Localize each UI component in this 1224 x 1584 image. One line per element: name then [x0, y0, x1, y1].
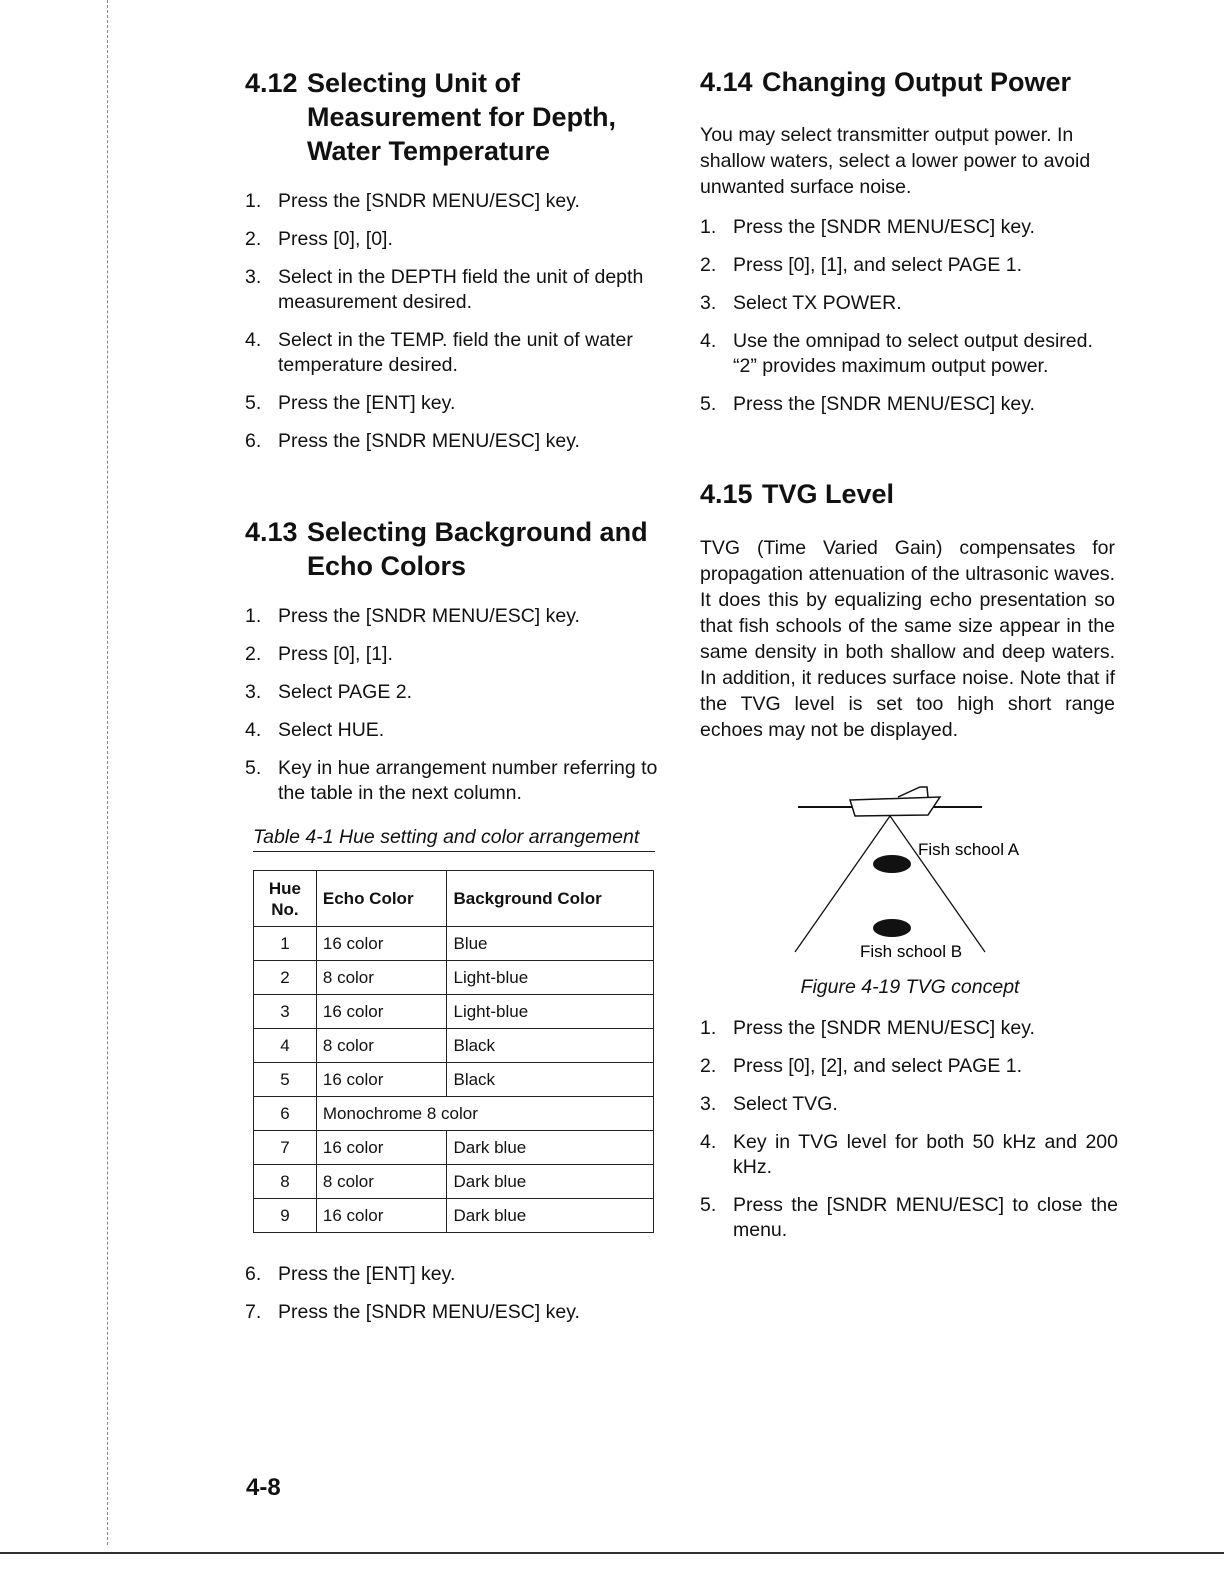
step-number: 2. [245, 228, 262, 250]
title-line: Measurement for Depth, [307, 102, 617, 132]
step-item [700, 1092, 1118, 1117]
section-number: 4.12 [245, 68, 298, 98]
section-title [307, 515, 648, 583]
intro-4-14 [700, 122, 1115, 200]
hue-no-cell: 9 [254, 1199, 317, 1233]
step-item [245, 642, 665, 667]
hue-no-cell: 7 [254, 1131, 317, 1165]
echo-color-cell: 8 color [316, 1165, 447, 1199]
step-text: Select in the TEMP. field the unit of water temperature desired. [278, 329, 633, 376]
step-item [245, 1262, 665, 1287]
step-item [245, 391, 665, 416]
step-item [700, 1054, 1118, 1079]
header-background-color: Background Color [447, 871, 654, 927]
step-number: 7. [245, 1301, 262, 1323]
step-number: 3. [245, 266, 262, 288]
background-color-cell: Dark blue [447, 1199, 654, 1233]
section-title [762, 65, 1071, 99]
steps-4-15 [700, 1016, 1118, 1256]
step-number: 1. [245, 190, 262, 212]
step-text: Use the omnipad to select output desired. “2” provides maximum output power. [733, 330, 1093, 377]
step-list [700, 215, 1118, 417]
section-heading [700, 65, 1120, 99]
hue-no-cell: 6 [254, 1097, 317, 1131]
step-text: Press the [ENT] key. [278, 392, 456, 414]
step-list [245, 1262, 665, 1325]
hue-no-cell: 5 [254, 1063, 317, 1097]
fish-school-a-label: Fish school A [918, 840, 1020, 859]
page-number: 4-8 [246, 1474, 281, 1501]
step-list [245, 604, 665, 806]
step-item [700, 1193, 1118, 1243]
header-hue-no: Hue No. [254, 871, 317, 927]
step-number: 5. [245, 757, 262, 779]
hue-no-cell: 2 [254, 961, 317, 995]
step-text: Press the [SNDR MENU/ESC] key. [278, 190, 580, 212]
step-text: Select TX POWER. [733, 292, 902, 314]
step-item [700, 392, 1118, 417]
section-4-15 [700, 477, 1120, 511]
step-text: Key in hue arrangement number referring to the table in the next column. [278, 757, 658, 804]
step-number: 5. [700, 393, 717, 415]
table-row [254, 1131, 654, 1165]
section-number: 4.14 [700, 67, 753, 97]
step-number: 3. [245, 681, 262, 703]
table-header-row [254, 871, 654, 927]
step-text: Press the [SNDR MENU/ESC] key. [278, 605, 580, 627]
title-line: TVG Level [762, 479, 895, 509]
echo-color-cell: 8 color [316, 961, 447, 995]
table-row [254, 1029, 654, 1063]
title-line: Echo Colors [307, 551, 467, 581]
fish-school-b-label: Fish school B [860, 942, 963, 961]
table-row [254, 1063, 654, 1097]
echo-color-cell: Monochrome 8 color [316, 1097, 653, 1131]
step-number: 1. [700, 216, 717, 238]
title-line: Selecting Unit of [307, 68, 521, 98]
paragraph: TVG (Time Varied Gain) compensates for propagation attenuation of the ultrasonic waves. It does this by equalizing echo presentation so that fish schools of the same size appear in the same density in both shallow and deep waters. In addition, it reduces surface noise. Note that if the TVG level is set too high short range echoes may not be displayed. [700, 537, 1115, 741]
header-echo-color: Echo Color [316, 871, 447, 927]
background-color-cell: Black [447, 1063, 654, 1097]
step-number: 5. [245, 392, 262, 414]
step-item [700, 1130, 1118, 1180]
step-text: Press [0], [0]. [278, 228, 393, 250]
hue-no-cell: 3 [254, 995, 317, 1029]
step-text: Select TVG. [733, 1093, 838, 1115]
fish-school-b-mark [873, 919, 911, 937]
table-row [254, 1165, 654, 1199]
tvg-figure [780, 770, 1060, 970]
section-title [307, 66, 616, 168]
boat-icon [850, 787, 940, 816]
steps-4-13-after [245, 1262, 665, 1338]
step-item [245, 189, 665, 214]
hue-no-cell: 1 [254, 927, 317, 961]
step-text: Press [0], [1], and select PAGE 1. [733, 254, 1023, 276]
table-row [254, 927, 654, 961]
step-item [700, 1016, 1118, 1041]
title-line: Selecting Background and [307, 517, 648, 547]
step-text: Select in the DEPTH field the unit of depth measurement desired. [278, 266, 644, 313]
intro-4-15 [700, 535, 1115, 743]
section-heading [245, 515, 665, 583]
page-bottom-rule [0, 1552, 1224, 1554]
step-item [245, 429, 665, 454]
section-4-13 [245, 515, 665, 583]
step-item [245, 718, 665, 743]
section-4-14 [700, 65, 1120, 99]
section-heading [245, 66, 665, 168]
echo-color-cell: 16 color [316, 1131, 447, 1165]
step-number: 4. [700, 330, 717, 352]
table-caption: Table 4-1 Hue setting and color arrangement [253, 826, 655, 852]
step-text: Press the [SNDR MENU/ESC] key. [278, 1301, 580, 1323]
step-number: 2. [245, 643, 262, 665]
step-text: Press [0], [2], and select PAGE 1. [733, 1055, 1023, 1077]
background-color-cell: Dark blue [447, 1165, 654, 1199]
step-text: Select HUE. [278, 719, 385, 741]
step-item [700, 215, 1118, 240]
step-number: 6. [245, 430, 262, 452]
step-text: Select PAGE 2. [278, 681, 413, 703]
background-color-cell: Light-blue [447, 995, 654, 1029]
section-4-12 [245, 66, 665, 168]
step-text: Press the [SNDR MENU/ESC] key. [733, 393, 1035, 415]
echo-color-cell: 8 color [316, 1029, 447, 1063]
step-number: 3. [700, 1093, 717, 1115]
table-row [254, 1097, 654, 1131]
background-color-cell: Blue [447, 927, 654, 961]
echo-color-cell: 16 color [316, 995, 447, 1029]
step-item [700, 253, 1118, 278]
paragraph: You may select transmitter output power. In shallow waters, select a lower power to avoid unwanted surface noise. [700, 124, 1091, 198]
step-text: Press the [SNDR MENU/ESC] key. [733, 1017, 1035, 1039]
step-item [245, 1300, 665, 1325]
step-number: 3. [700, 292, 717, 314]
step-number: 1. [700, 1017, 717, 1039]
step-number: 1. [245, 605, 262, 627]
background-color-cell: Black [447, 1029, 654, 1063]
step-number: 4. [700, 1131, 717, 1153]
table-row [254, 995, 654, 1029]
step-text: Press the [SNDR MENU/ESC] key. [733, 216, 1035, 238]
step-item [245, 604, 665, 629]
step-text: Key in TVG level for both 50 kHz and 200 kHz. [733, 1131, 1118, 1178]
steps-4-12 [245, 189, 665, 467]
step-number: 2. [700, 254, 717, 276]
step-number: 5. [700, 1194, 717, 1216]
echo-color-cell: 16 color [316, 927, 447, 961]
step-text: Press the [SNDR MENU/ESC] key. [278, 430, 580, 452]
step-number: 4. [245, 329, 262, 351]
step-list [245, 189, 665, 454]
background-color-cell: Dark blue [447, 1131, 654, 1165]
step-item [700, 329, 1118, 379]
steps-4-13 [245, 604, 665, 819]
title-line: Changing Output Power [762, 67, 1071, 97]
scan-margin-line [107, 0, 109, 1545]
step-item [245, 227, 665, 252]
background-color-cell: Light-blue [447, 961, 654, 995]
echo-color-cell: 16 color [316, 1063, 447, 1097]
step-item [245, 756, 665, 806]
hue-table [253, 870, 654, 1233]
hue-no-cell: 4 [254, 1029, 317, 1063]
table-row [254, 961, 654, 995]
step-item [245, 328, 665, 378]
step-item [245, 265, 665, 315]
steps-4-14 [700, 215, 1118, 430]
section-heading [700, 477, 1120, 511]
step-text: Press the [ENT] key. [278, 1263, 456, 1285]
step-item [245, 680, 665, 705]
echo-color-cell: 16 color [316, 1199, 447, 1233]
figure-caption: Figure 4-19 TVG concept [800, 976, 1020, 998]
hue-table-wrap [253, 870, 654, 1233]
step-number: 6. [245, 1263, 262, 1285]
title-line: Water Temperature [307, 136, 551, 166]
section-number: 4.15 [700, 479, 753, 509]
hue-no-cell: 8 [254, 1165, 317, 1199]
step-number: 2. [700, 1055, 717, 1077]
table-row [254, 1199, 654, 1233]
section-title [762, 477, 894, 511]
step-number: 4. [245, 719, 262, 741]
fish-school-a-mark [873, 855, 911, 873]
section-number: 4.13 [245, 517, 298, 547]
step-text: Press the [SNDR MENU/ESC] to close the menu. [733, 1194, 1118, 1241]
step-list [700, 1016, 1118, 1243]
step-item [700, 291, 1118, 316]
step-text: Press [0], [1]. [278, 643, 393, 665]
